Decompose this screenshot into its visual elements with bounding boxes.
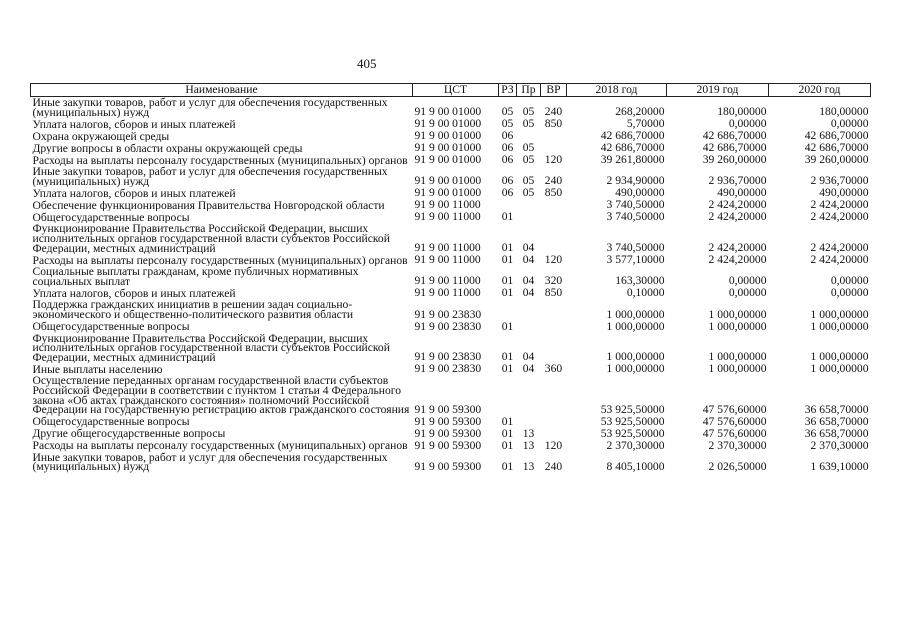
- table-row: [31, 118, 871, 130]
- cell-pr: [517, 416, 541, 428]
- cell-vr: 850: [544, 187, 563, 200]
- cell-name: Осуществление переданных органам государственной власти субъектов Российской Федерации в соответствии с пунктом 1 статьи 4 Федерального закона «Об актах гражданского состояния» полномочий Российской Федерации на государственную регистрацию актов гражданского состояния: [32, 375, 410, 416]
- table-row: [31, 130, 871, 142]
- cell-name: Поддержка гражданских инициатив в решении задач социально-экономического и общественно-политического развития области: [32, 299, 354, 321]
- cell-2020: 36 658,70000: [804, 427, 869, 440]
- cell-rz: 01: [501, 363, 514, 376]
- cell-rz: 01: [501, 459, 514, 473]
- cell-2020: 42 686,70000: [804, 142, 869, 155]
- cell-2019: 47 576,60000: [702, 415, 767, 428]
- cell-2018: 490,00000: [615, 187, 665, 200]
- header-2018: 2018 год: [567, 84, 667, 97]
- cell-2019: 1 000,00000: [708, 320, 767, 333]
- header-cst: ЦСТ: [413, 84, 499, 97]
- cell-name: Уплата налогов, сборов и иных платежей: [32, 287, 236, 300]
- table-body: [31, 97, 871, 473]
- cell-cst: 91 9 00 11000: [414, 287, 481, 300]
- cell-2019: 2 936,70000: [708, 174, 767, 188]
- table-row: [31, 211, 871, 223]
- cell-rz: 01: [501, 274, 514, 288]
- cell-2019: 42 686,70000: [702, 130, 767, 143]
- cell-pr: 13: [522, 439, 535, 452]
- cell-2019: 180,00000: [717, 105, 767, 119]
- cell-cst: 91 9 00 23830: [414, 307, 482, 321]
- cell-pr: [517, 211, 541, 223]
- cell-2018: 8 405,10000: [606, 459, 665, 473]
- cell-2020: 1 000,00000: [810, 320, 869, 333]
- cell-cst: 91 9 00 11000: [414, 211, 481, 224]
- cell-name: Расходы на выплаты персоналу государственных (муниципальных) органов: [32, 439, 408, 452]
- cell-vr: [541, 428, 567, 440]
- cell-cst: 91 9 00 01000: [414, 118, 482, 131]
- cell-name: Функционирование Правительства Российской Федерации, высших исполнительных органов государственной власти субъектов Российской Федерации, местных администраций: [32, 223, 390, 255]
- cell-2020: 490,00000: [819, 187, 869, 200]
- cell-name: Уплата налогов, сборов и иных платежей: [32, 118, 236, 131]
- cell-2019: 47 576,60000: [702, 402, 767, 416]
- table-row: [31, 223, 871, 254]
- cell-2020: 39 260,00000: [804, 154, 869, 167]
- cell-2018: 1 000,00000: [606, 320, 665, 333]
- cell-cst: 91 9 00 01000: [414, 154, 482, 167]
- cell-2018: 3 740,50000: [606, 199, 665, 212]
- cell-vr: [541, 199, 567, 211]
- cell-pr: 04: [522, 254, 535, 267]
- cell-vr: [541, 223, 567, 254]
- cell-2018: 5,70000: [626, 118, 665, 131]
- cell-vr: [541, 416, 567, 428]
- cell-2019: 1 000,00000: [708, 350, 767, 364]
- cell-cst: 91 9 00 23830: [414, 350, 482, 364]
- cell-vr: [541, 130, 567, 142]
- cell-pr: 04: [522, 241, 535, 255]
- cell-2020: 0,00000: [830, 118, 869, 131]
- cell-pr: 04: [522, 287, 535, 300]
- cell-2020: 42 686,70000: [804, 130, 869, 143]
- cell-2019: 2 424,20000: [708, 211, 767, 224]
- cell-2019: 39 260,00000: [702, 154, 767, 167]
- table-row: [31, 266, 871, 287]
- cell-2019: 1 000,00000: [708, 363, 767, 376]
- cell-cst: 91 9 00 23830: [414, 363, 482, 376]
- cell-rz: 01: [501, 415, 514, 428]
- table-row: [31, 97, 871, 119]
- cell-rz: 01: [501, 320, 514, 333]
- cell-name: Охрана окружающей среды: [32, 130, 170, 143]
- cell-pr: 13: [522, 459, 535, 473]
- cell-pr: [517, 130, 541, 142]
- cell-name: Расходы на выплаты персоналу государственных (муниципальных) органов: [32, 254, 408, 267]
- cell-vr: [541, 333, 567, 364]
- cell-cst: 91 9 00 59300: [414, 415, 482, 428]
- cell-pr: [517, 375, 541, 415]
- cell-2018: 2 370,30000: [606, 439, 665, 452]
- cell-rz: 01: [501, 350, 514, 364]
- cell-2019: 2 370,30000: [708, 439, 767, 452]
- cell-vr: 240: [544, 174, 563, 188]
- cell-cst: 91 9 00 01000: [414, 174, 482, 188]
- cell-rz: 01: [501, 241, 514, 255]
- cell-2020: 2 424,20000: [810, 254, 869, 267]
- cell-cst: 91 9 00 23830: [414, 320, 482, 333]
- cell-2020: 36 658,70000: [804, 415, 869, 428]
- cell-2019: 1 000,00000: [708, 307, 767, 321]
- cell-pr: 04: [522, 274, 535, 288]
- cell-2019: 490,00000: [717, 187, 767, 200]
- cell-cst: 91 9 00 01000: [414, 105, 482, 119]
- table-row: [31, 199, 871, 211]
- cell-vr: 120: [544, 154, 563, 167]
- header-2019: 2019 год: [667, 84, 769, 97]
- cell-name: Другие вопросы в области охраны окружающей среды: [32, 142, 303, 155]
- cell-cst: 91 9 00 11000: [414, 274, 481, 288]
- header-pr: Пр: [517, 84, 541, 97]
- cell-2018: 1 000,00000: [606, 363, 665, 376]
- cell-name: Общегосударственные вопросы: [32, 415, 190, 428]
- cell-2018: 39 261,80000: [600, 154, 665, 167]
- table-row: [31, 254, 871, 266]
- cell-2018: 2 934,90000: [606, 174, 665, 188]
- cell-2019: 2 424,20000: [708, 199, 767, 212]
- table-row: [31, 428, 871, 440]
- cell-vr: [541, 375, 567, 415]
- cell-2020: 1 000,00000: [810, 307, 869, 321]
- table-row: [31, 287, 871, 299]
- cell-cst: 91 9 00 01000: [414, 130, 482, 143]
- cell-2020: 1 000,00000: [810, 350, 869, 364]
- cell-2019: 0,00000: [728, 118, 767, 131]
- cell-rz: 01: [501, 287, 514, 300]
- cell-rz: 05: [501, 105, 514, 119]
- cell-2020: 2 936,70000: [810, 174, 869, 188]
- cell-vr: [541, 211, 567, 223]
- header-2020: 2020 год: [769, 84, 871, 97]
- cell-2020: 2 424,20000: [810, 241, 869, 255]
- cell-rz: [499, 299, 517, 320]
- cell-pr: 05: [522, 118, 535, 131]
- cell-vr: [541, 321, 567, 333]
- cell-cst: 91 9 00 11000: [414, 241, 481, 255]
- cell-pr: 13: [522, 427, 535, 440]
- cell-vr: 120: [544, 439, 563, 452]
- cell-name: Обеспечение функционирования Правительства Новгородской области: [32, 199, 385, 212]
- cell-vr: [541, 299, 567, 320]
- table-row: [31, 363, 871, 375]
- cell-name: Иные выплаты населению: [32, 363, 163, 376]
- cell-name: Уплата налогов, сборов и иных платежей: [32, 187, 236, 200]
- table-row: [31, 416, 871, 428]
- cell-2020: 1 639,10000: [810, 459, 869, 473]
- cell-name: Расходы на выплаты персоналу государственных (муниципальных) органов: [32, 154, 408, 167]
- budget-table: [30, 83, 871, 473]
- cell-2019: 2 424,20000: [708, 241, 767, 255]
- cell-cst: 91 9 00 59300: [414, 439, 482, 452]
- cell-2020: 2 424,20000: [810, 199, 869, 212]
- cell-vr: 360: [544, 363, 563, 376]
- cell-pr: 05: [522, 142, 535, 155]
- cell-cst: 91 9 00 11000: [414, 254, 481, 267]
- cell-pr: [517, 321, 541, 333]
- cell-2018: 268,20000: [615, 105, 665, 119]
- page-number: 405: [357, 56, 377, 71]
- cell-rz: 05: [501, 118, 514, 131]
- cell-pr: 04: [522, 350, 535, 364]
- cell-cst: 91 9 00 59300: [414, 459, 482, 473]
- cell-rz: 06: [501, 187, 514, 200]
- cell-2018: 1 000,00000: [606, 307, 665, 321]
- cell-cst: 91 9 00 59300: [414, 427, 482, 440]
- cell-2019: 47 576,60000: [702, 427, 767, 440]
- table-row: [31, 333, 871, 364]
- cell-pr: 05: [522, 105, 535, 119]
- cell-name: Иные закупки товаров, работ и услуг для обеспечения государственных (муниципальных) нужд: [32, 166, 388, 188]
- cell-rz: [499, 375, 517, 415]
- cell-2018: 53 925,50000: [600, 415, 665, 428]
- cell-2018: 53 925,50000: [600, 402, 665, 416]
- cell-vr: 320: [544, 274, 563, 288]
- cell-name: Другие общегосударственные вопросы: [32, 427, 226, 440]
- table-row: [31, 440, 871, 452]
- table-row: [31, 187, 871, 199]
- table-row: [31, 452, 871, 473]
- cell-2019: 0,00000: [728, 287, 767, 300]
- cell-2018: 3 740,50000: [606, 241, 665, 255]
- cell-vr: 850: [544, 118, 563, 131]
- cell-2020: 180,00000: [819, 105, 869, 119]
- cell-rz: 01: [501, 211, 514, 224]
- cell-2019: 2 026,50000: [708, 459, 767, 473]
- cell-rz: 01: [501, 439, 514, 452]
- cell-2018: 3 577,10000: [606, 254, 665, 267]
- cell-rz: 06: [501, 142, 514, 155]
- cell-2020: 2 424,20000: [810, 211, 869, 224]
- cell-rz: 06: [501, 174, 514, 188]
- cell-name: Функционирование Правительства Российской Федерации, высших исполнительных органов государственной власти субъектов Российской Федерации, местных администраций: [32, 332, 390, 364]
- cell-2020: 0,00000: [830, 274, 869, 288]
- cell-vr: 240: [544, 105, 563, 119]
- cell-2020: 0,00000: [830, 287, 869, 300]
- cell-rz: 06: [501, 154, 514, 167]
- cell-rz: 01: [501, 427, 514, 440]
- cell-pr: [517, 199, 541, 211]
- cell-2019: 42 686,70000: [702, 142, 767, 155]
- cell-name: Общегосударственные вопросы: [32, 211, 190, 224]
- table-row: [31, 166, 871, 187]
- cell-pr: 05: [522, 174, 535, 188]
- cell-2018: 1 000,00000: [606, 350, 665, 364]
- cell-vr: [541, 142, 567, 154]
- table-row: [31, 299, 871, 320]
- cell-name: Иные закупки товаров, работ и услуг для обеспечения государственных (муниципальных) нужд: [32, 96, 388, 119]
- cell-rz: [499, 199, 517, 211]
- cell-2020: 2 370,30000: [810, 439, 869, 452]
- cell-2018: 53 925,50000: [600, 427, 665, 440]
- header-row: [31, 84, 871, 97]
- cell-2018: 3 740,50000: [606, 211, 665, 224]
- cell-pr: 05: [522, 187, 535, 200]
- table-row: [31, 321, 871, 333]
- cell-vr: 850: [544, 287, 563, 300]
- table-row: [31, 142, 871, 154]
- cell-2018: 163,30000: [615, 274, 665, 288]
- cell-vr: 240: [544, 459, 563, 473]
- table-row: [31, 154, 871, 166]
- cell-2018: 0,10000: [626, 287, 665, 300]
- header-name: Наименование: [31, 84, 413, 97]
- table-row: [31, 375, 871, 415]
- cell-cst: 91 9 00 01000: [414, 187, 482, 200]
- cell-pr: 04: [522, 363, 535, 376]
- cell-cst: 91 9 00 01000: [414, 142, 482, 155]
- header-vr: ВР: [541, 84, 567, 97]
- cell-cst: 91 9 00 59300: [414, 402, 482, 416]
- table-header: [31, 84, 871, 97]
- cell-2020: 36 658,70000: [804, 402, 869, 416]
- cell-rz: 06: [501, 130, 514, 143]
- cell-2018: 42 686,70000: [600, 142, 665, 155]
- cell-2019: 2 424,20000: [708, 254, 767, 267]
- cell-2018: 42 686,70000: [600, 130, 665, 143]
- cell-pr: [517, 299, 541, 320]
- cell-vr: 120: [544, 254, 563, 267]
- cell-name: Иные закупки товаров, работ и услуг для обеспечения государственных (муниципальных) нужд: [32, 451, 388, 473]
- cell-rz: 01: [501, 254, 514, 267]
- cell-name: Социальные выплаты гражданам, кроме публичных нормативных социальных выплат: [32, 266, 359, 288]
- cell-name: Общегосударственные вопросы: [32, 320, 190, 333]
- cell-2020: 1 000,00000: [810, 363, 869, 376]
- cell-2019: 0,00000: [728, 274, 767, 288]
- cell-cst: 91 9 00 11000: [414, 199, 481, 212]
- cell-pr: 05: [522, 154, 535, 167]
- header-rz: РЗ: [499, 84, 517, 97]
